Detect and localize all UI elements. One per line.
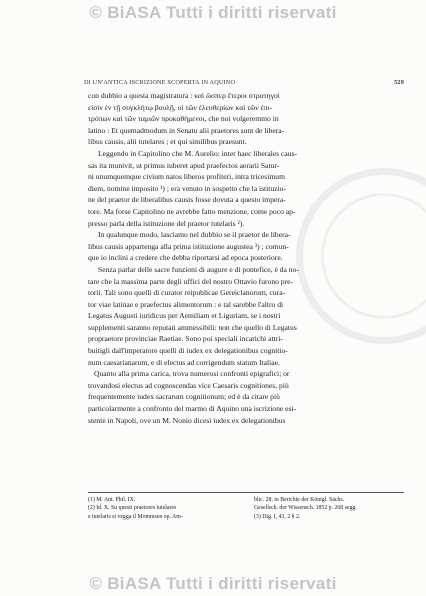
- footnote: (1) M. Ant. Phil. IX.: [88, 497, 136, 503]
- body-line: sas ita munivit, ut primus iuberet apud praefectos aerarii Satur-: [88, 160, 280, 170]
- body-line: propraetore provinciae Raetiae. Sono poi speciali incarichi attri-: [88, 334, 283, 344]
- body-line: tare che la massima parte degli uffici del nostro Ottavio furono pre-: [88, 276, 294, 286]
- body-line: stente in Napoli, ove un M. Nonio dicesi iudex ex delegationibus: [88, 415, 286, 425]
- body-line: latino : Et quemadmodum in Senatu alii praetores sunt de libera-: [88, 125, 285, 135]
- body-line: libus causis appartenga alla prima istituzione augustea ³) ; comun-: [88, 241, 289, 251]
- body-line: frequentemente iudex sacrarum cognitionum; ed è da citare più: [88, 392, 280, 402]
- body-line: buitigli dall'imperatore quelli di iudex ex delegationibus cognitio-: [88, 346, 288, 356]
- body-line: Quanto alla prima carica, trova numerosi confronti epigrafici; or: [94, 369, 290, 379]
- body-line: supplementi saranno reputati ammessibili: non che quello di Legatus: [88, 322, 297, 332]
- body-line: τρόπων καὶ τῶν ταμιῶν προκαθήμενοι, che noi volgeremmo in: [88, 114, 279, 124]
- footnote: (2) Id. X. Su questi praetores tutelares: [88, 505, 177, 512]
- footnotes-right-column: [254, 496, 404, 521]
- body-line: diem, nomine imposito ¹) ; era venuto in sospetto che la istituzio-: [88, 183, 286, 193]
- body-line: Legatus Augusti iuridicus per Aemiliam et Liguriam, se i nostri: [88, 311, 281, 321]
- body-line: Senza parlar delle sacre funzioni di augure e di pontefice, è da no-: [98, 264, 299, 274]
- body-line: In qualunque modo, lasciamo nel dubbio se il praetor de libera-: [98, 230, 291, 240]
- body-line: que io inclini a credere che debba riportarsi ad epoca posteriore.: [88, 253, 283, 263]
- running-head: [84, 79, 404, 89]
- running-head-title: DI UN'ANTICA ISCRIZIONE SCOPERTA IN AQUINO: [84, 79, 236, 86]
- watermark-top: © BiASA Tutti i diritti riservati: [89, 3, 337, 22]
- page-number: 529: [394, 79, 404, 86]
- body-line: tore. Ma forse Capitolino ne avrebbe fatto menzione, come poco ap-: [88, 206, 296, 216]
- footnote-divider: [88, 492, 404, 493]
- body-line: Leggendo in Capitolino che M. Aurelio: inter haec liberales caus-: [98, 148, 298, 158]
- body-line: particolarmente a confronto del marmo di Aquino una iscrizione esi-: [88, 404, 297, 414]
- body-line: tor viae latinae e praefectus alimentorum : e tal sarebbe l'altro di: [88, 299, 284, 309]
- body-line: torii. Tali sono quelli di curator reipublicae Gereiclanorum, cura-: [88, 288, 286, 298]
- footnote: blic. 28, in Berichte der Königl. Sächs.: [254, 497, 345, 503]
- footnote: Gesellsch. der Wissensch. 1852 p. 268 segg.: [254, 505, 357, 512]
- body-line: num caesarianarum, e di electus ad corrigendum statum Italiae.: [88, 357, 280, 367]
- footnotes-left-column: [88, 496, 238, 521]
- body-line: ni unumquemque civium natos liberos profiteri, intra tricesimum: [88, 172, 285, 182]
- body-line: con dubbio a questa magistratura : καὶ ὥσπερ ἕτεροι στρατηγοὶ: [88, 91, 280, 100]
- body-line: εἰσὶν ἐν τῇ συγκλήτῳ βουλῇ, οἱ τῶν ἐλευθερίων καὶ τῶν ἐπι-: [88, 102, 273, 112]
- footnote: e tutelaris si vegga il Mommsen op. Am-: [88, 513, 183, 520]
- body-line: libus causis, alii tutelares ; et qui similibus praesunt.: [88, 137, 247, 147]
- body-line: ne del praetor de liberalibus causis fosse dovuta a questo impera-: [88, 195, 286, 205]
- body-line: trovandosi electus ad cognoscendas vice Caesaris cognitiones, più: [88, 380, 289, 390]
- footnote: (3) Dig. I, 43, 2 § 2.: [254, 513, 301, 520]
- body-text: [88, 90, 404, 426]
- watermark-bottom: © BiASA Tutti i diritti riservati: [89, 574, 337, 593]
- body-line: presso parla della istituzione del praetor tutelaris ²).: [88, 218, 245, 228]
